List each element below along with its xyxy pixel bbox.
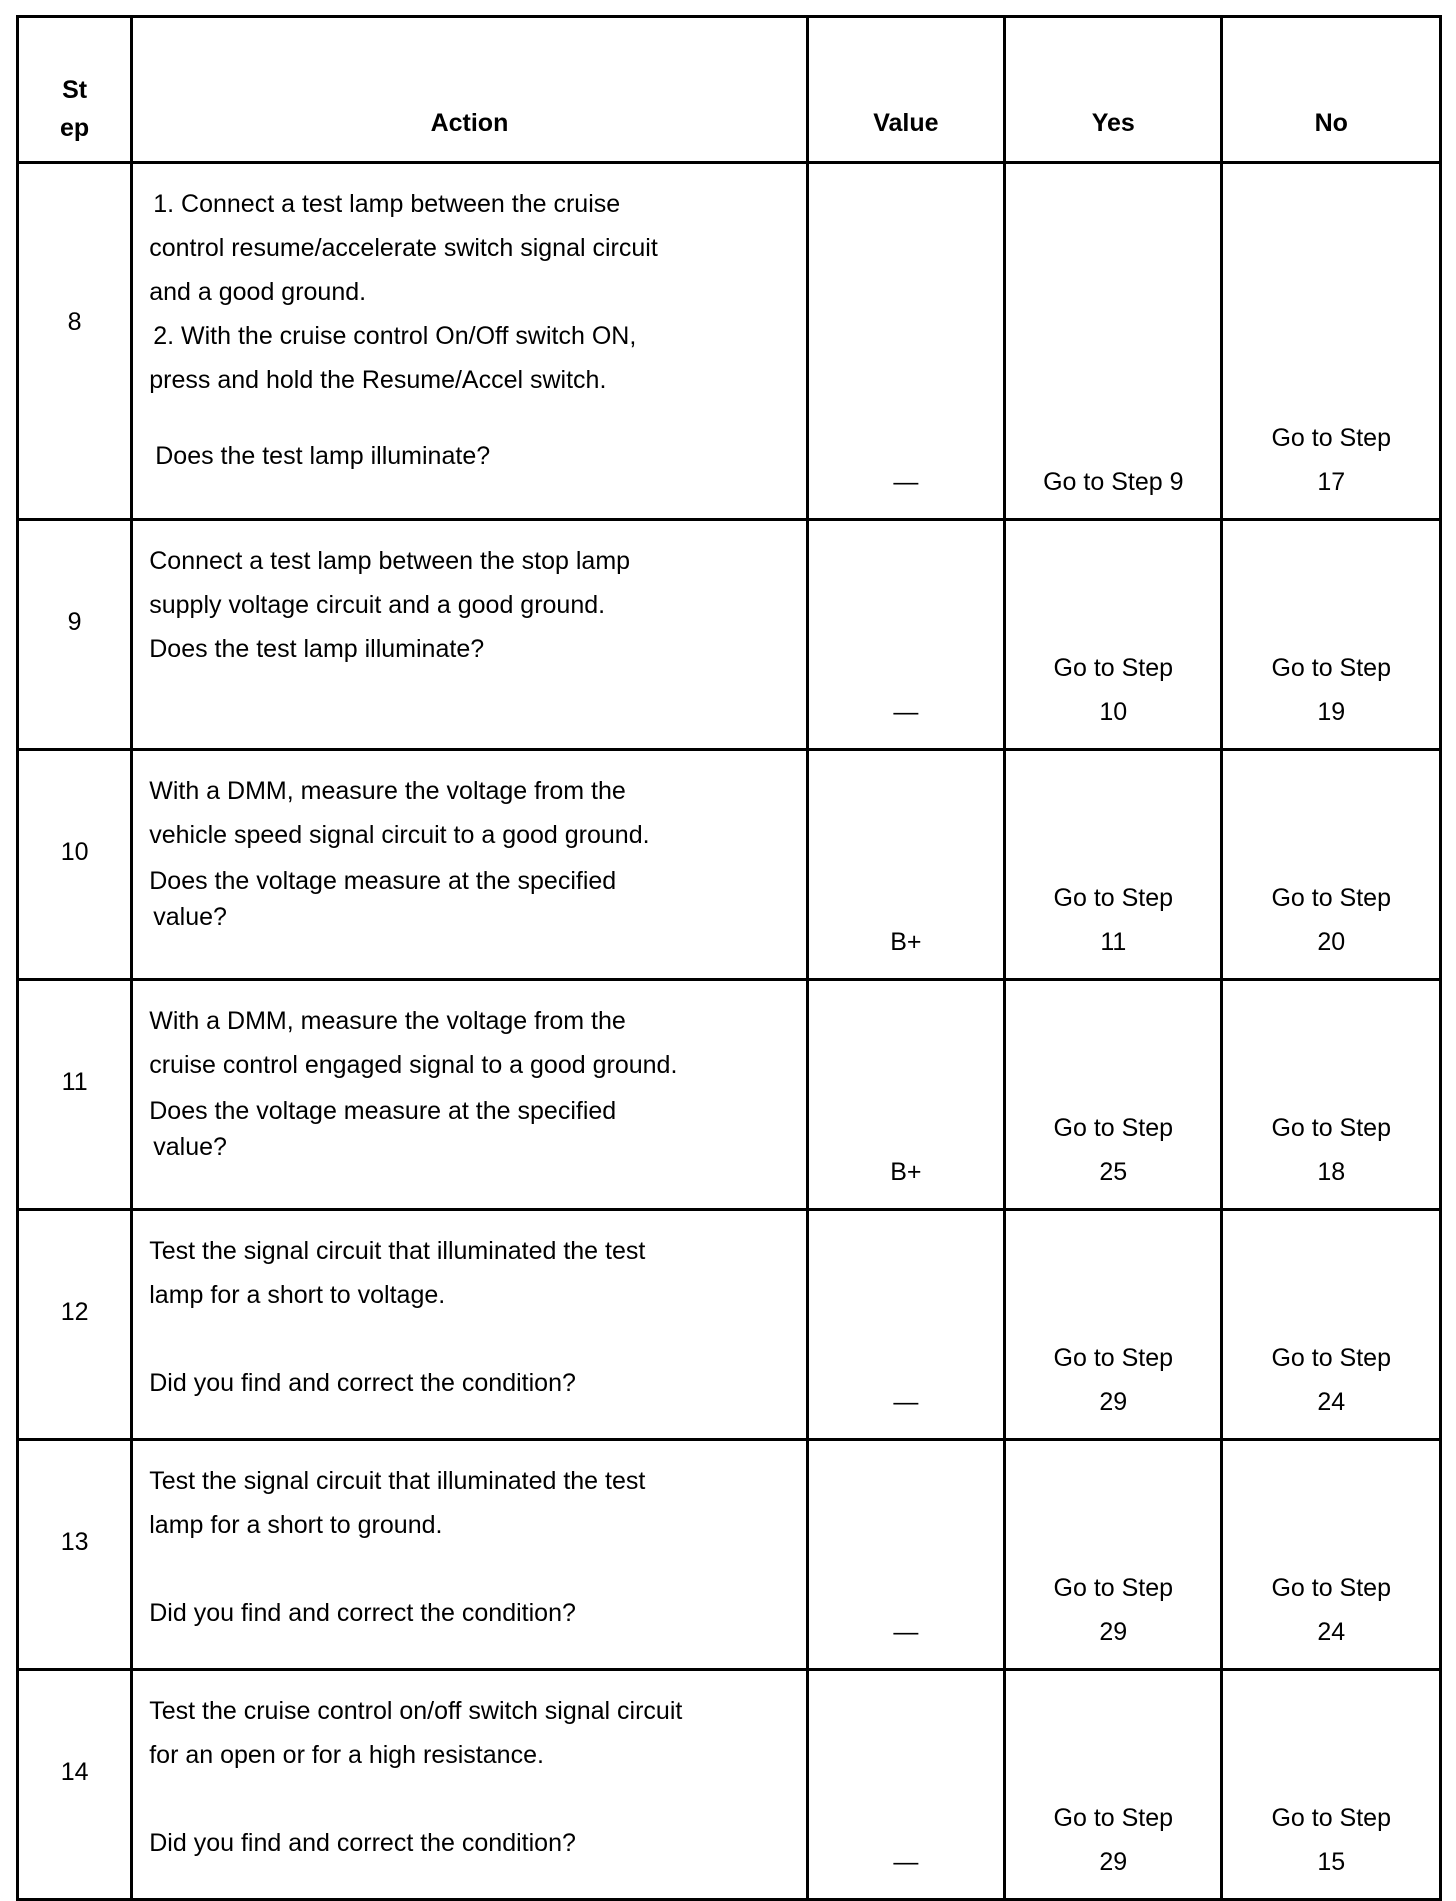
no-cell[interactable]: Go to Step 24 [1222,1210,1441,1440]
table-row [18,1210,1441,1440]
step-number: 8 [18,163,132,520]
step-number: 14 [18,1670,132,1900]
yes-cell[interactable]: Go to Step 29 [1005,1440,1222,1670]
yes-cell[interactable]: Go to Step 9 [1005,163,1222,520]
no-cell[interactable]: Go to Step 20 [1222,750,1441,980]
table-row [18,1670,1441,1900]
action-cell: With a DMM, measure the voltage from the cruise control engaged signal to a good ground. Does the voltage measure at the specified value? [132,980,807,1210]
table-row [18,163,1441,520]
header-no: No [1222,17,1441,163]
action-cell: Test the signal circuit that illuminated the test lamp for a short to ground. Did you find and correct the condition? [132,1440,807,1670]
step-number: 13 [18,1440,132,1670]
yes-cell[interactable]: Go to Step 29 [1005,1670,1222,1900]
action-cell: Test the cruise control on/off switch signal circuit for an open or for a high resistance. Did you find and correct the condition? [132,1670,807,1900]
value-cell: — [807,520,1004,750]
yes-cell[interactable]: Go to Step 25 [1005,980,1222,1210]
value-cell: — [807,1210,1004,1440]
yes-cell[interactable]: Go to Step 10 [1005,520,1222,750]
action-cell: 1. Connect a test lamp between the cruise control resume/accelerate switch signal circuit and a good ground. 2. With the cruise control On/Off switch ON, press and hold the Resume/Accel switch. Does the test lamp illuminate? [132,163,807,520]
table-row [18,980,1441,1210]
value-cell: — [807,1440,1004,1670]
no-cell[interactable]: Go to Step 17 [1222,163,1441,520]
yes-cell[interactable]: Go to Step 11 [1005,750,1222,980]
diagnostic-table [16,15,1442,1901]
no-cell[interactable]: Go to Step 24 [1222,1440,1441,1670]
no-cell[interactable]: Go to Step 18 [1222,980,1441,1210]
yes-cell[interactable]: Go to Step 29 [1005,1210,1222,1440]
no-cell[interactable]: Go to Step 19 [1222,520,1441,750]
no-cell[interactable]: Go to Step 15 [1222,1670,1441,1900]
table-row [18,750,1441,980]
action-cell: Test the signal circuit that illuminated the test lamp for a short to voltage. Did you find and correct the condition? [132,1210,807,1440]
header-value: Value [807,17,1004,163]
value-cell: — [807,1670,1004,1900]
step-number: 9 [18,520,132,750]
action-cell: Connect a test lamp between the stop lamp supply voltage circuit and a good ground. Does the test lamp illuminate? [132,520,807,750]
header-action: Action [132,17,807,163]
header-yes: Yes [1005,17,1222,163]
table-row [18,520,1441,750]
step-number: 11 [18,980,132,1210]
value-cell: B+ [807,980,1004,1210]
table-row [18,1440,1441,1670]
value-cell: B+ [807,750,1004,980]
value-cell: — [807,163,1004,520]
step-number: 10 [18,750,132,980]
header-step: St ep [18,17,132,163]
step-number: 12 [18,1210,132,1440]
header-row [18,17,1441,163]
action-cell: With a DMM, measure the voltage from the vehicle speed signal circuit to a good ground. Does the voltage measure at the specified value? [132,750,807,980]
